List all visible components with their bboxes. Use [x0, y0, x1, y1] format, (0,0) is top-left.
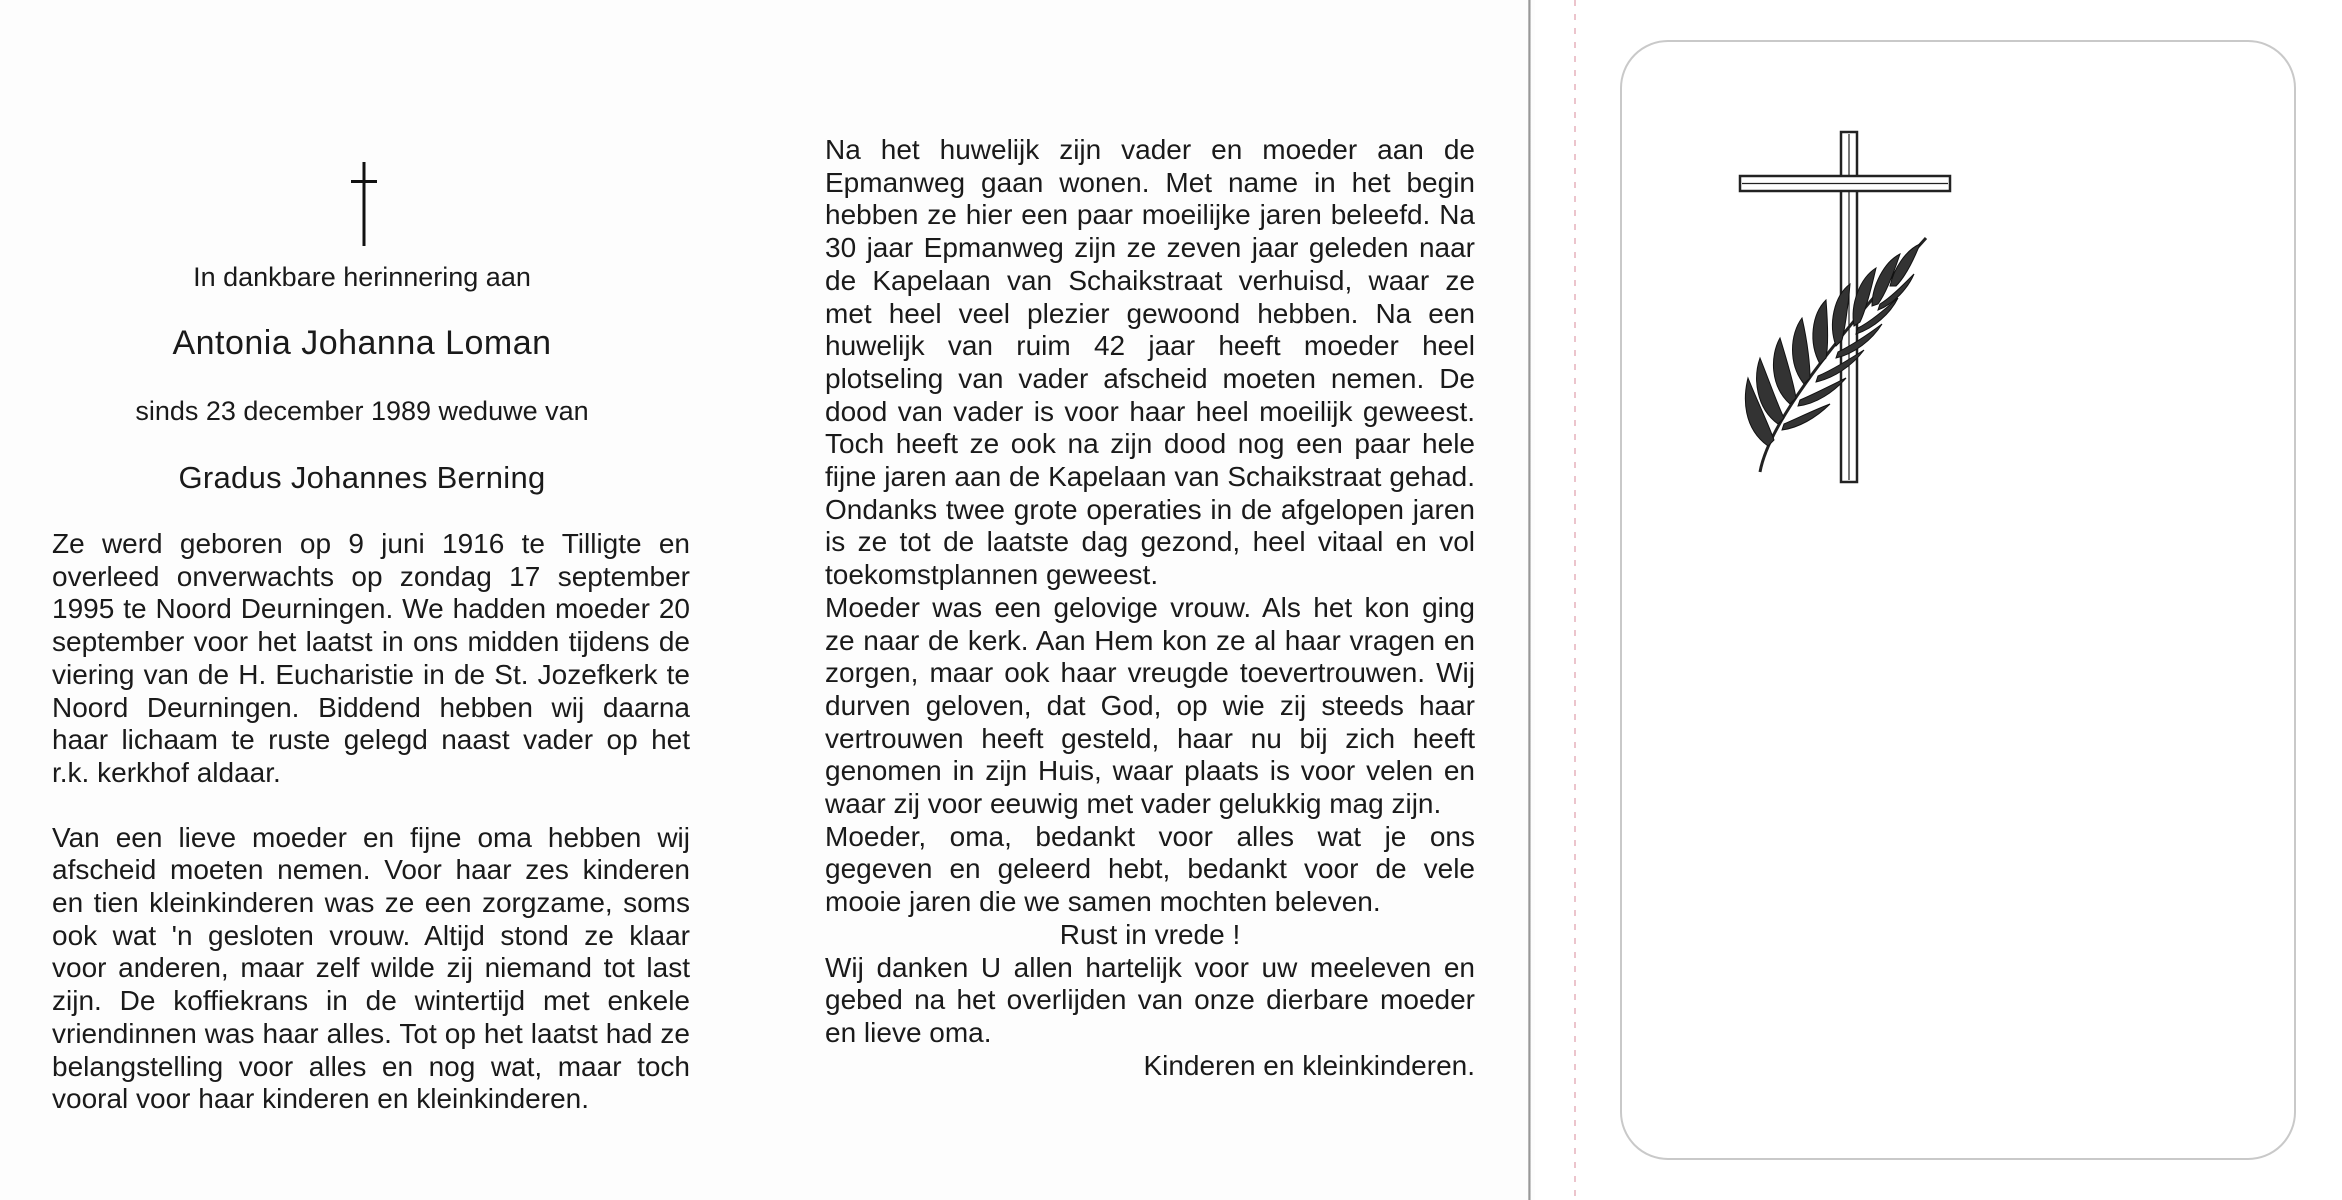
card-front-border	[1620, 40, 2296, 1160]
signature: Kinderen en kleinkinderen.	[1143, 1049, 1475, 1081]
biography-paragraph: Ze werd geboren op 9 juni 1916 te Tilligte en overleed onverwachts op zondag 17 september 1995 te Noord Deurningen. We hadden moeder 20 september voor het laatst in ons midden tijdens de viering van de H. Eucharistie in de St. Jozefkerk te Noord Deurningen. Biddend hebben wij daarna haar lichaam te ruste gelegd naast vader op het r.k. kerkhof aldaar.	[52, 528, 690, 788]
deceased-name: Antonia Johanna Loman	[172, 324, 552, 362]
right-text-column	[825, 134, 1475, 1082]
small-cross-icon	[349, 160, 379, 246]
intro-text: In dankbare herinnering aan	[193, 262, 531, 292]
widow-since-text: sinds 23 december 1989 weduwe van	[135, 396, 589, 426]
left-text-column	[52, 528, 690, 1116]
faith-paragraph: Moeder was een gelovige vrouw. Als het kon ging ze naar de kerk. Aan Hem kon ze al haar vragen en zorgen, maar ook haar vreugde toevertrouwen. Wij durven geloven, dat God, op wie zij steeds haar vertrouwen heeft gesteld, haar nu bij zich heeft genomen in zijn Huis, waar plaats is voor velen en waar zij voor eeuwig met vader gelukkig mag zijn.	[825, 591, 1475, 820]
gratitude-paragraph: Moeder, oma, bedankt voor alles wat je ons gegeven en geleerd hebt, bedankt voor de vele mooie jaren die we samen mochten beleven.	[825, 820, 1475, 918]
tribute-paragraph: Van een lieve moeder en fijne oma hebben wij afscheid moeten nemen. Voor haar zes kinderen en tien kleinkinderen was ze een zorgzame, soms ook wat 'n gesloten vrouw. Altijd stond ze klaar voor anderen, maar zelf wilde zij niemand tot last zijn. De koffiekrans in de wintertijd met enkele vriendinnen was haar alles. Tot op het laatst had ze belangstelling voor alles en nog wat, maar toch vooral voor haar kinderen en kleinkinderen.	[52, 821, 690, 1115]
cross-with-palm-icon	[1738, 128, 1958, 488]
thanks-paragraph: Wij danken U allen hartelijk voor uw meeleven en gebed na het overlijden van onze dierbare moeder en lieve oma.	[825, 951, 1475, 1048]
fold-line	[1528, 0, 1531, 1200]
husband-name: Gradus Johannes Berning	[178, 460, 546, 495]
rest-in-peace: Rust in vrede !	[1059, 918, 1241, 950]
card-edge-marks	[1574, 0, 1576, 1200]
life-paragraph: Na het huwelijk zijn vader en moeder aan de Epmanweg gaan wonen. Met name in het begin hebben ze hier een paar moeilijke jaren beleefd. Na 30 jaar Epmanweg zijn ze zeven jaar geleden naar de Kapelaan van Schaikstraat verhuisd, waar ze met heel veel plezier gewoond hebben. Na een huwelijk van ruim 42 jaar heeft moeder heel plotseling van vader afscheid moeten nemen. De dood van vader is voor haar heel moeilijk geweest. Toch heeft ze ook na zijn dood nog een paar hele fijne jaren aan de Kapelaan van Schaikstraat gehad. Ondanks twee grote operaties in de afgelopen jaren is ze tot de laatste dag gezond, heel vitaal en vol toekomstplannen geweest.	[825, 134, 1475, 591]
